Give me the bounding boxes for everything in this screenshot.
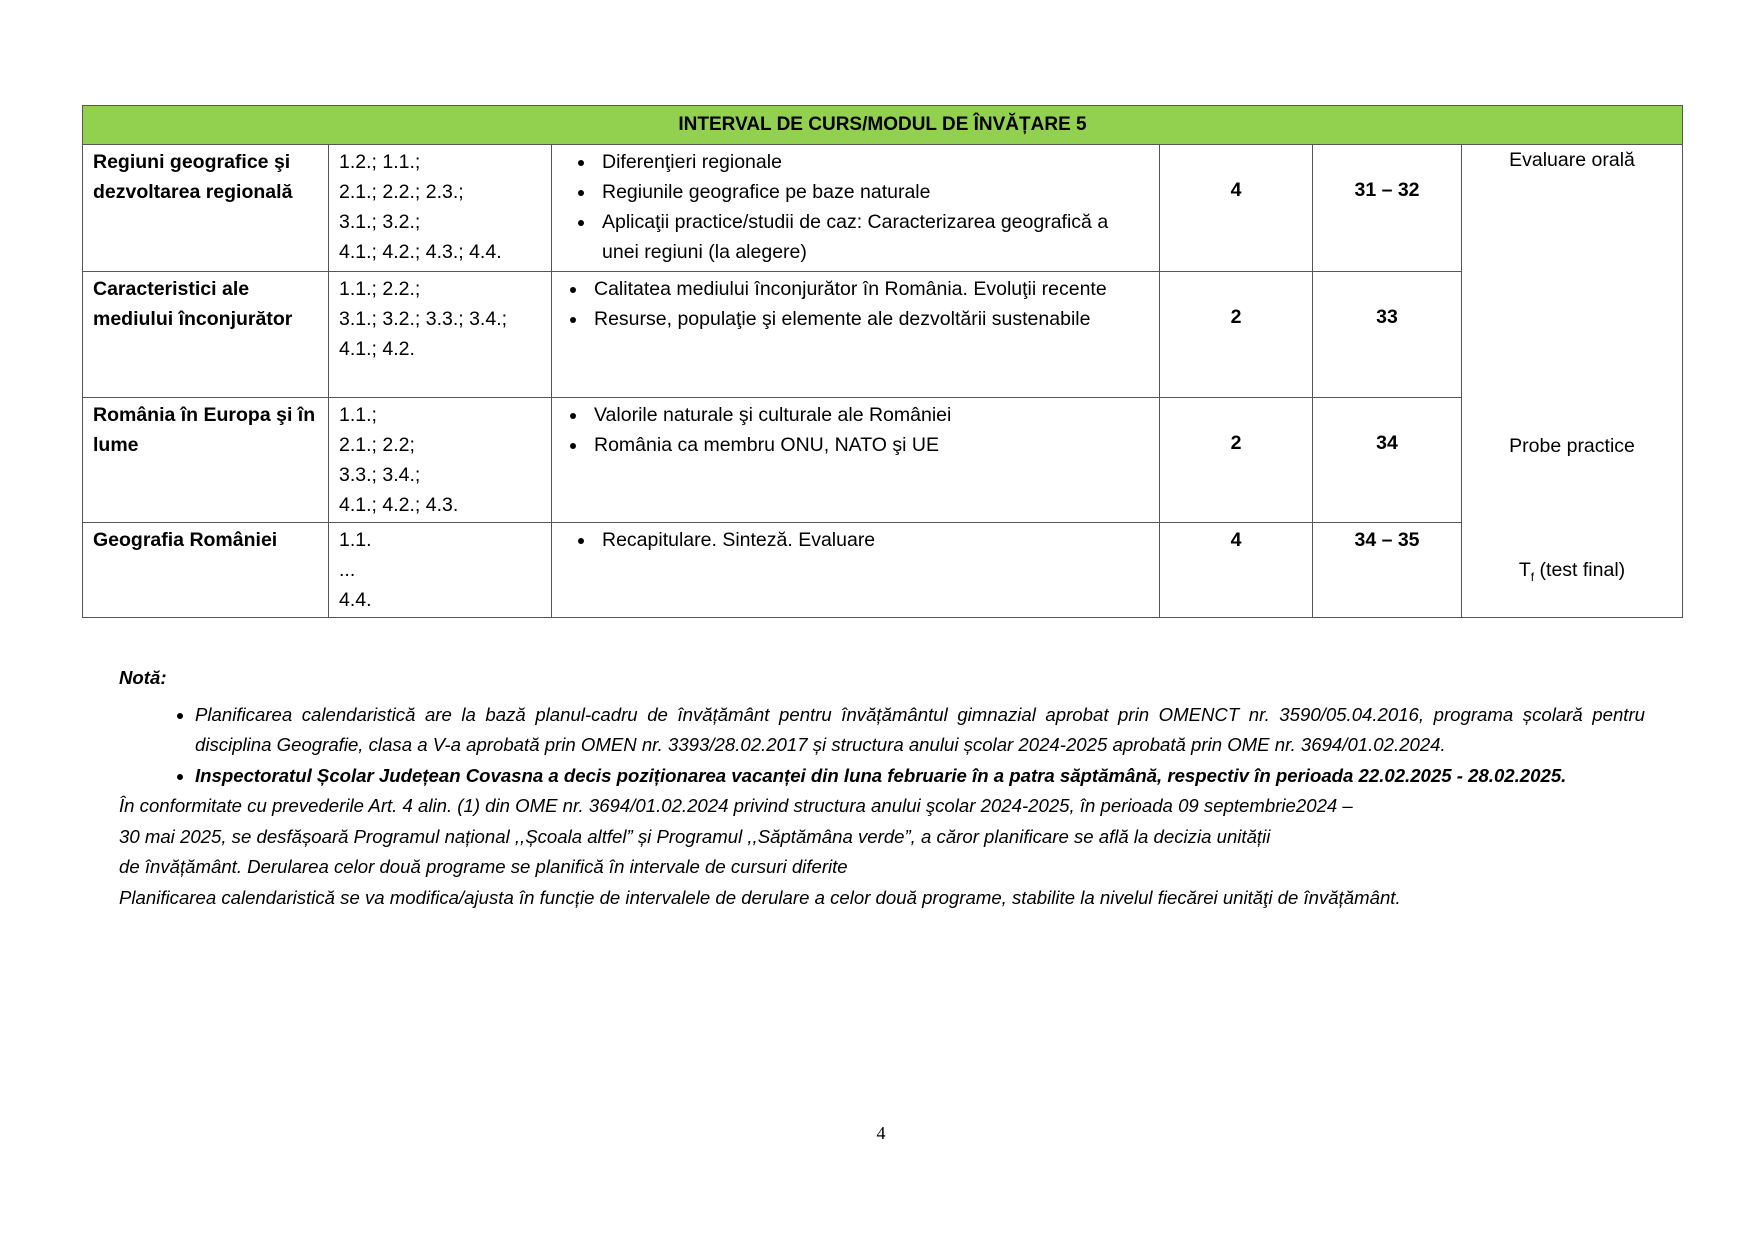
list-item: • Diferenţieri regionale: [596, 147, 1149, 177]
evaluation-practical: Probe practice: [1509, 435, 1635, 457]
weeks: 33: [1313, 272, 1462, 398]
list-item: • Recapitulare. Sinteză. Evaluare: [596, 525, 1149, 555]
competences: 1.1.; 2.1.; 2.2; 3.3.; 3.4.; 4.1.; 4.2.; 4.3.: [329, 398, 552, 523]
competences: 1.2.; 1.1.; 2.1.; 2.2.; 2.3.; 3.1.; 3.2.; 4.1.; 4.2.; 4.3.; 4.4.: [329, 145, 552, 272]
page-number: 4: [876, 1123, 886, 1143]
note-paragraph-line: În conformitate cu prevederile Art. 4 alin. (1) din OME nr. 3694/01.02.2024 privind structura anului şcolar 2024-2025, în perioada 09 septembrie2024 –: [119, 795, 1353, 816]
table-row: [83, 145, 1683, 272]
note-paragraph: Planificarea calendaristică se va modifica/ajusta în funcție de intervalele de derulare a celor două programe, stabilite la nivelul fiecărei unităţi de învățământ.: [119, 886, 1401, 908]
evaluation-cell: [1462, 145, 1683, 618]
weeks: 34: [1313, 398, 1462, 523]
hours: 4: [1160, 523, 1313, 618]
list-item: • Resurse, populaţie şi elemente ale dezvoltării sustenabile: [588, 304, 1149, 334]
list-item: • Calitatea mediului înconjurător în România. Evoluţii recente: [588, 274, 1149, 304]
list-item: • Valorile naturale şi culturale ale României: [588, 400, 1149, 430]
hours: 2: [1160, 398, 1313, 523]
notes-section: [119, 663, 1645, 913]
list-item: • Regiunile geografice pe baze naturale: [596, 177, 1149, 207]
unit-name: Caracteristici ale mediului înconjurător: [83, 272, 329, 398]
list-item: • Aplicaţii practice/studii de caz: Caracterizarea geografică a unei regiuni (la alegere): [596, 207, 1149, 267]
contents: [552, 398, 1160, 523]
unit-name: România în Europa şi în lume: [83, 398, 329, 523]
contents: [552, 272, 1160, 398]
note-bullet: • Inspectoratul Școlar Județean Covasna a decis poziționarea vacanței din luna februarie în a patra săptămână, respectiv în perioada 22.02.2025 - 28.02.2025.: [195, 761, 1645, 792]
notes-title: Notă:: [119, 667, 167, 688]
list-item: • România ca membru ONU, NATO şi UE: [588, 430, 1149, 460]
contents: [552, 145, 1160, 272]
table-row: [83, 398, 1683, 523]
note-bullet: • Planificarea calendaristică are la bază planul-cadru de învățământ pentru învățământul gimnazial aprobat prin OMENCT nr. 3590/05.04.2016, programa școlară pentru disciplina Geografie, clasa a V-a aprobată prin OMEN nr. 3393/28.02.2017 și structura anului școlar 2024-2025 aprobată prin OME nr. 3694/01.02.2024.: [195, 700, 1645, 761]
table-row: [83, 523, 1683, 618]
competences: 1.1.; 2.2.; 3.1.; 3.2.; 3.3.; 3.4.; 4.1.; 4.2.: [329, 272, 552, 398]
evaluation-oral: Evaluare orală: [1509, 149, 1635, 171]
unit-name: Geografia României: [83, 523, 329, 618]
planning-table: [82, 105, 1683, 618]
note-paragraph-line: 30 mai 2025, se desfășoară Programul național ,,Școala altfel” și Programul ,,Săptămâna verde”, a căror planificare se află la decizia unității: [119, 825, 1271, 847]
evaluation-final: $T_f$ (test final): [1518, 559, 1626, 584]
contents: [552, 523, 1160, 618]
weeks: 31 – 32: [1313, 145, 1462, 272]
weeks: 34 – 35: [1313, 523, 1462, 618]
module-header: INTERVAL DE CURS/MODUL DE ÎNVĂȚARE 5: [83, 106, 1683, 145]
table-row: [83, 272, 1683, 398]
competences: 1.1. ... 4.4.: [329, 523, 552, 618]
note-paragraph-line: de învățământ. Derularea celor două programe se planifică în intervale de cursuri diferite: [119, 856, 848, 877]
unit-name: Regiuni geografice şi dezvoltarea regională: [83, 145, 329, 272]
hours: 4: [1160, 145, 1313, 272]
hours: 2: [1160, 272, 1313, 398]
